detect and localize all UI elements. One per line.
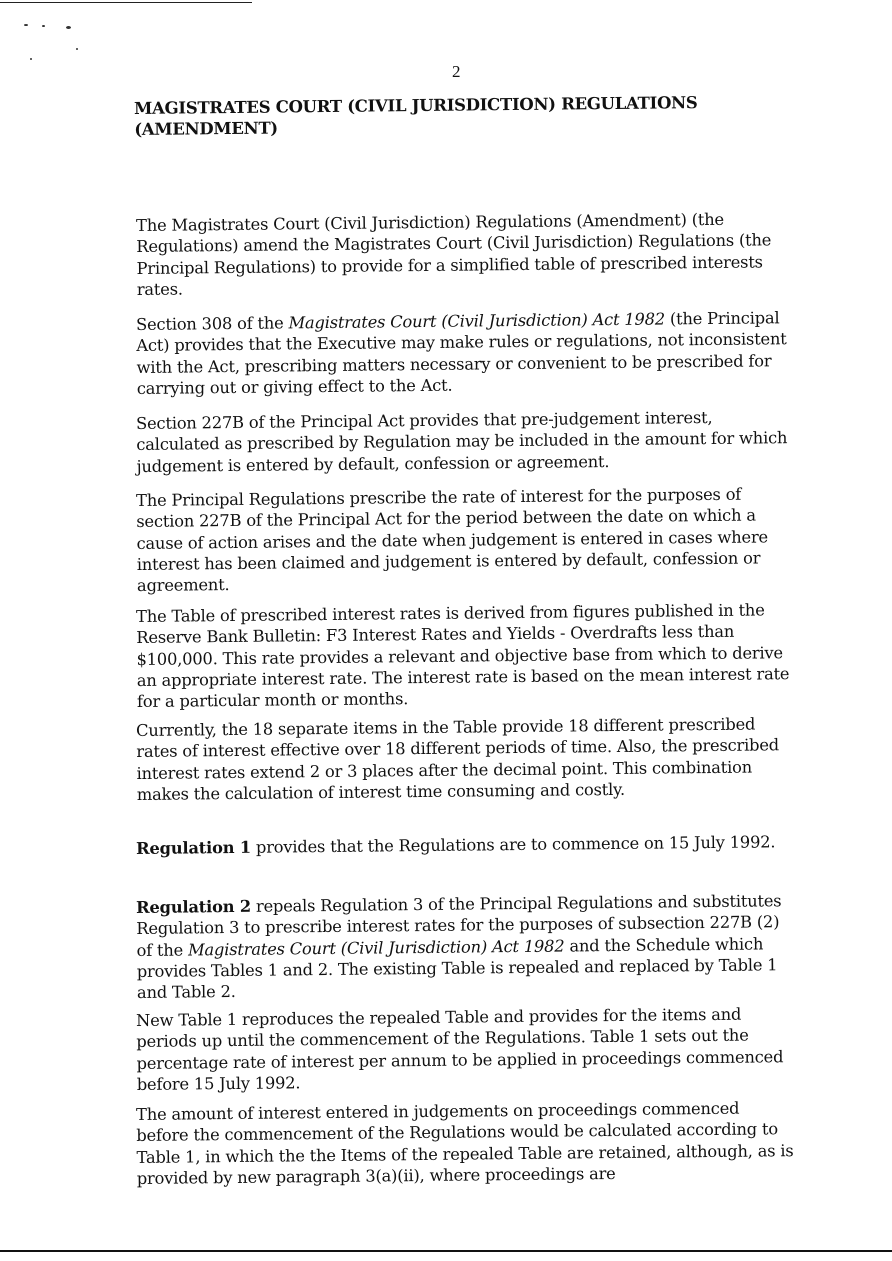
paragraph-text: provides that the Regulations are to commence on 15 July 1992. bbox=[250, 832, 776, 857]
paragraph-current-items: Currently, the 18 separate items in the Table provide 18 different prescribed rates of interest effective over 18 different periods of time. Also, the prescribed interest rates extend 2 or 3 places after the decimal point. This combination makes the calculation of interest time consuming and costly. bbox=[136, 714, 780, 804]
paragraph-regulation-2 bbox=[136, 890, 797, 1003]
paragraph-text: Section 308 of the bbox=[136, 313, 289, 334]
scan-speck bbox=[42, 25, 45, 27]
paragraph-section-308 bbox=[136, 307, 797, 399]
scan-speck bbox=[30, 58, 32, 60]
regulation-2-heading: Regulation 2 bbox=[136, 896, 252, 917]
paragraph-text: repeals Regulation 3 of the Principal Regulations and substitutes Regulation 3 to prescribe interest rates for the purposes of subsection 227B (2) of the bbox=[136, 891, 782, 960]
act-title-italic: Magistrates Court (Civil Jurisdiction) Act 1982 bbox=[288, 309, 666, 333]
page-number: 2 bbox=[452, 62, 461, 81]
paragraph-principal-regulations: The Principal Regulations prescribe the rate of interest for the purposes of section 227B of the Principal Act for the period between the date on which a cause of action arises and the date when judgement is entered in cases where interest has been claimed and judgement is entered by default, confession or agreement. bbox=[136, 484, 769, 596]
scan-speck bbox=[66, 26, 71, 29]
paragraph-text: (the Principal Act) provides that the Executive may make rules or regulations, not inconsistent with the Act, prescribing matters necessary or convenient to be prescribed for carrying out or giving effect to the Act. bbox=[136, 308, 787, 398]
act-title-italic: Magistrates Court (Civil Jurisdiction) Act 1982 bbox=[187, 936, 565, 960]
scan-edge-line bbox=[0, 1250, 892, 1252]
document-title bbox=[134, 92, 754, 140]
paragraph-regulation-1 bbox=[136, 831, 796, 859]
paragraph-table-derivation: The Table of prescribed interest rates is derived from figures published in the Reserve Bank Bulletin: F3 Interest Rates and Yields - Overdrafts less than $100,000. This rate provides a relevant and objective base from which to derive an appropriate interest rate. The interest rate is based on the mean interest rate for a particular month or months. bbox=[136, 600, 790, 712]
scan-edge-line bbox=[0, 2, 252, 3]
scan-speck bbox=[24, 24, 28, 26]
paragraph-new-table-1: New Table 1 reproduces the repealed Table and provides for the items and periods up until the commencement of the Regulations. Table 1 sets out the percentage rate of interest per annum to be applied in proceedings commenced before 15 July 1992. bbox=[136, 1004, 784, 1094]
title-line-2: (AMENDMENT) bbox=[134, 118, 278, 139]
title-line-1: MAGISTRATES COURT (CIVIL JURISDICTION) REGULATIONS bbox=[134, 93, 698, 118]
paragraph-interest-amount: The amount of interest entered in judgements on proceedings commenced before the commencement of the Regulations would be calculated according to Table 1, in which the the Items of the repealed Table are retained, although, as is provided by new paragraph 3(a)(ii), where proceedings are bbox=[136, 1098, 794, 1188]
regulation-1-heading: Regulation 1 bbox=[136, 837, 252, 858]
paragraph-section-227b: Section 227B of the Principal Act provides that pre-judgement interest, calculated as prescribed by Regulation may be included in the amount for which judgement is entered by default, confession or agreement. bbox=[136, 407, 788, 476]
paragraph-text: and the Schedule which provides Tables 1 and 2. The existing Table is repealed and replaced by Table 1 and Table 2. bbox=[136, 934, 778, 1003]
paragraph-intro: The Magistrates Court (Civil Jurisdiction) Regulations (Amendment) (the Regulations) amend the Magistrates Court (Civil Jurisdiction) Regulations (the Principal Regulations) to provide for a simplified table of prescribed interests rates. bbox=[136, 209, 772, 299]
scan-speck bbox=[76, 48, 78, 50]
